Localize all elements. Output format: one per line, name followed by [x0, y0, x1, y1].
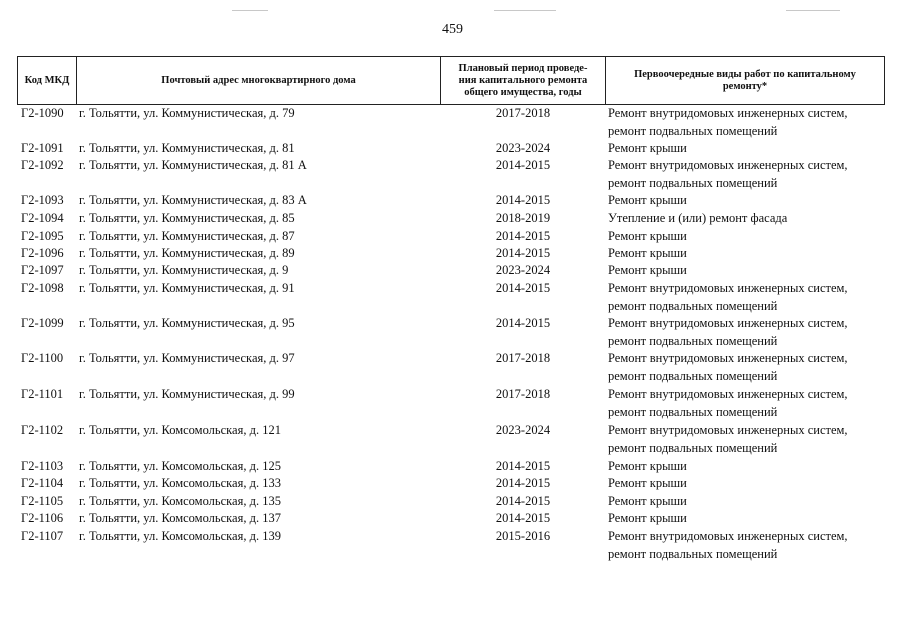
postal-address: г. Тольятти, ул. Комсомольская, д. 139: [79, 529, 281, 543]
planned-period: 2014-2015: [495, 316, 551, 330]
priority-works: [608, 262, 888, 280]
postal-address: г. Тольятти, ул. Коммунистическая, д. 99: [79, 387, 295, 401]
mkd-code: Г2-1107: [21, 529, 64, 543]
priority-works: [608, 458, 888, 476]
postal-address: г. Тольятти, ул. Коммунистическая, д. 91: [79, 281, 295, 295]
mkd-code: Г2-1101: [21, 387, 64, 401]
priority-works-line: ремонт подвальных помещений: [608, 368, 778, 383]
priority-works-line: ремонт подвальных помещений: [608, 404, 778, 419]
planned-period: 2017-2018: [495, 351, 551, 365]
priority-works: [608, 245, 888, 263]
header-works: Первоочередные виды работ по капитальному ремонту*: [634, 68, 856, 92]
planned-period: 2023-2024: [495, 423, 551, 437]
planned-period: 2014-2015: [495, 158, 551, 172]
priority-works-line: Ремонт крыши: [608, 263, 687, 277]
priority-works: [608, 228, 888, 246]
priority-works-line: ремонт подвальных помещений: [608, 175, 778, 190]
priority-works: [608, 140, 888, 158]
mkd-code: Г2-1090: [21, 106, 64, 120]
priority-works: [608, 350, 888, 385]
postal-address: г. Тольятти, ул. Коммунистическая, д. 9: [79, 263, 289, 277]
priority-works-line: ремонт подвальных помещений: [608, 546, 778, 561]
priority-works-line: ремонт подвальных помещений: [608, 298, 778, 313]
priority-works: [608, 192, 888, 210]
planned-period: 2014-2015: [495, 193, 551, 207]
priority-works-line: ремонт подвальных помещений: [608, 123, 778, 138]
postal-address: г. Тольятти, ул. Комсомольская, д. 135: [79, 494, 281, 508]
planned-period: 2014-2015: [495, 476, 551, 490]
header-code: Код МКД: [24, 74, 70, 86]
priority-works-line: Ремонт внутридомовых инженерных систем,: [608, 106, 848, 120]
priority-works-line: Ремонт крыши: [608, 193, 687, 207]
priority-works: [608, 528, 888, 563]
mkd-code: Г2-1098: [21, 281, 64, 295]
header-period: Плановый период проведе- ния капитального ремонта общего имущества, годы: [458, 62, 588, 98]
postal-address: г. Тольятти, ул. Коммунистическая, д. 97: [79, 351, 295, 365]
priority-works: [608, 386, 888, 421]
priority-works: [608, 157, 888, 192]
planned-period: 2023-2024: [495, 141, 551, 155]
planned-period: 2014-2015: [495, 511, 551, 525]
mkd-code: Г2-1103: [21, 459, 64, 473]
postal-address: г. Тольятти, ул. Коммунистическая, д. 85: [79, 211, 295, 225]
priority-works-line: ремонт подвальных помещений: [608, 440, 778, 455]
postal-address: г. Тольятти, ул. Комсомольская, д. 137: [79, 511, 281, 525]
postal-address: г. Тольятти, ул. Комсомольская, д. 125: [79, 459, 281, 473]
planned-period: 2014-2015: [495, 494, 551, 508]
priority-works: [608, 105, 888, 140]
mkd-code: Г2-1097: [21, 263, 64, 277]
mkd-code: Г2-1105: [21, 494, 64, 508]
postal-address: г. Тольятти, ул. Коммунистическая, д. 79: [79, 106, 295, 120]
postal-address: г. Тольятти, ул. Коммунистическая, д. 81: [79, 141, 295, 155]
priority-works-line: Ремонт внутридомовых инженерных систем,: [608, 351, 848, 365]
priority-works-line: Ремонт крыши: [608, 459, 687, 473]
priority-works-line: Ремонт внутридомовых инженерных систем,: [608, 158, 848, 172]
postal-address: г. Тольятти, ул. Коммунистическая, д. 81 А: [79, 158, 307, 172]
mkd-code: Г2-1102: [21, 423, 64, 437]
priority-works-line: Ремонт внутридомовых инженерных систем,: [608, 316, 848, 330]
planned-period: 2014-2015: [495, 246, 551, 260]
priority-works: [608, 493, 888, 511]
planned-period: 2015-2016: [495, 529, 551, 543]
planned-period: 2014-2015: [495, 459, 551, 473]
priority-works: [608, 422, 888, 457]
priority-works-line: Ремонт крыши: [608, 141, 687, 155]
priority-works: [608, 280, 888, 315]
planned-period: 2017-2018: [495, 106, 551, 120]
mkd-code: Г2-1092: [21, 158, 64, 172]
priority-works-line: Ремонт крыши: [608, 229, 687, 243]
mkd-code: Г2-1100: [21, 351, 64, 365]
page-number: 459: [442, 22, 463, 37]
postal-address: г. Тольятти, ул. Коммунистическая, д. 87: [79, 229, 295, 243]
mkd-code: Г2-1094: [21, 211, 64, 225]
mkd-code: Г2-1096: [21, 246, 64, 260]
mkd-code: Г2-1091: [21, 141, 64, 155]
priority-works-line: Ремонт внутридомовых инженерных систем,: [608, 529, 848, 543]
priority-works-line: Ремонт внутридомовых инженерных систем,: [608, 387, 848, 401]
planned-period: 2014-2015: [495, 229, 551, 243]
priority-works: [608, 210, 888, 228]
header-address: Почтовый адрес многоквартирного дома: [161, 74, 356, 86]
planned-period: 2023-2024: [495, 263, 551, 277]
postal-address: г. Тольятти, ул. Комсомольская, д. 133: [79, 476, 281, 490]
postal-address: г. Тольятти, ул. Коммунистическая, д. 95: [79, 316, 295, 330]
priority-works-line: Ремонт крыши: [608, 476, 687, 490]
postal-address: г. Тольятти, ул. Коммунистическая, д. 83 А: [79, 193, 307, 207]
priority-works: [608, 475, 888, 493]
priority-works-line: Ремонт внутридомовых инженерных систем,: [608, 423, 848, 437]
mkd-code: Г2-1104: [21, 476, 64, 490]
mkd-code: Г2-1093: [21, 193, 64, 207]
postal-address: г. Тольятти, ул. Комсомольская, д. 121: [79, 423, 281, 437]
planned-period: 2017-2018: [495, 387, 551, 401]
mkd-code: Г2-1095: [21, 229, 64, 243]
priority-works: [608, 315, 888, 350]
planned-period: 2014-2015: [495, 281, 551, 295]
priority-works: [608, 510, 888, 528]
priority-works-line: Ремонт крыши: [608, 511, 687, 525]
priority-works-line: Ремонт крыши: [608, 246, 687, 260]
priority-works-line: Ремонт крыши: [608, 494, 687, 508]
priority-works-line: ремонт подвальных помещений: [608, 333, 778, 348]
planned-period: 2018-2019: [495, 211, 551, 225]
priority-works-line: Утепление и (или) ремонт фасада: [608, 211, 788, 225]
mkd-code: Г2-1099: [21, 316, 64, 330]
priority-works-line: Ремонт внутридомовых инженерных систем,: [608, 281, 848, 295]
mkd-code: Г2-1106: [21, 511, 64, 525]
postal-address: г. Тольятти, ул. Коммунистическая, д. 89: [79, 246, 295, 260]
